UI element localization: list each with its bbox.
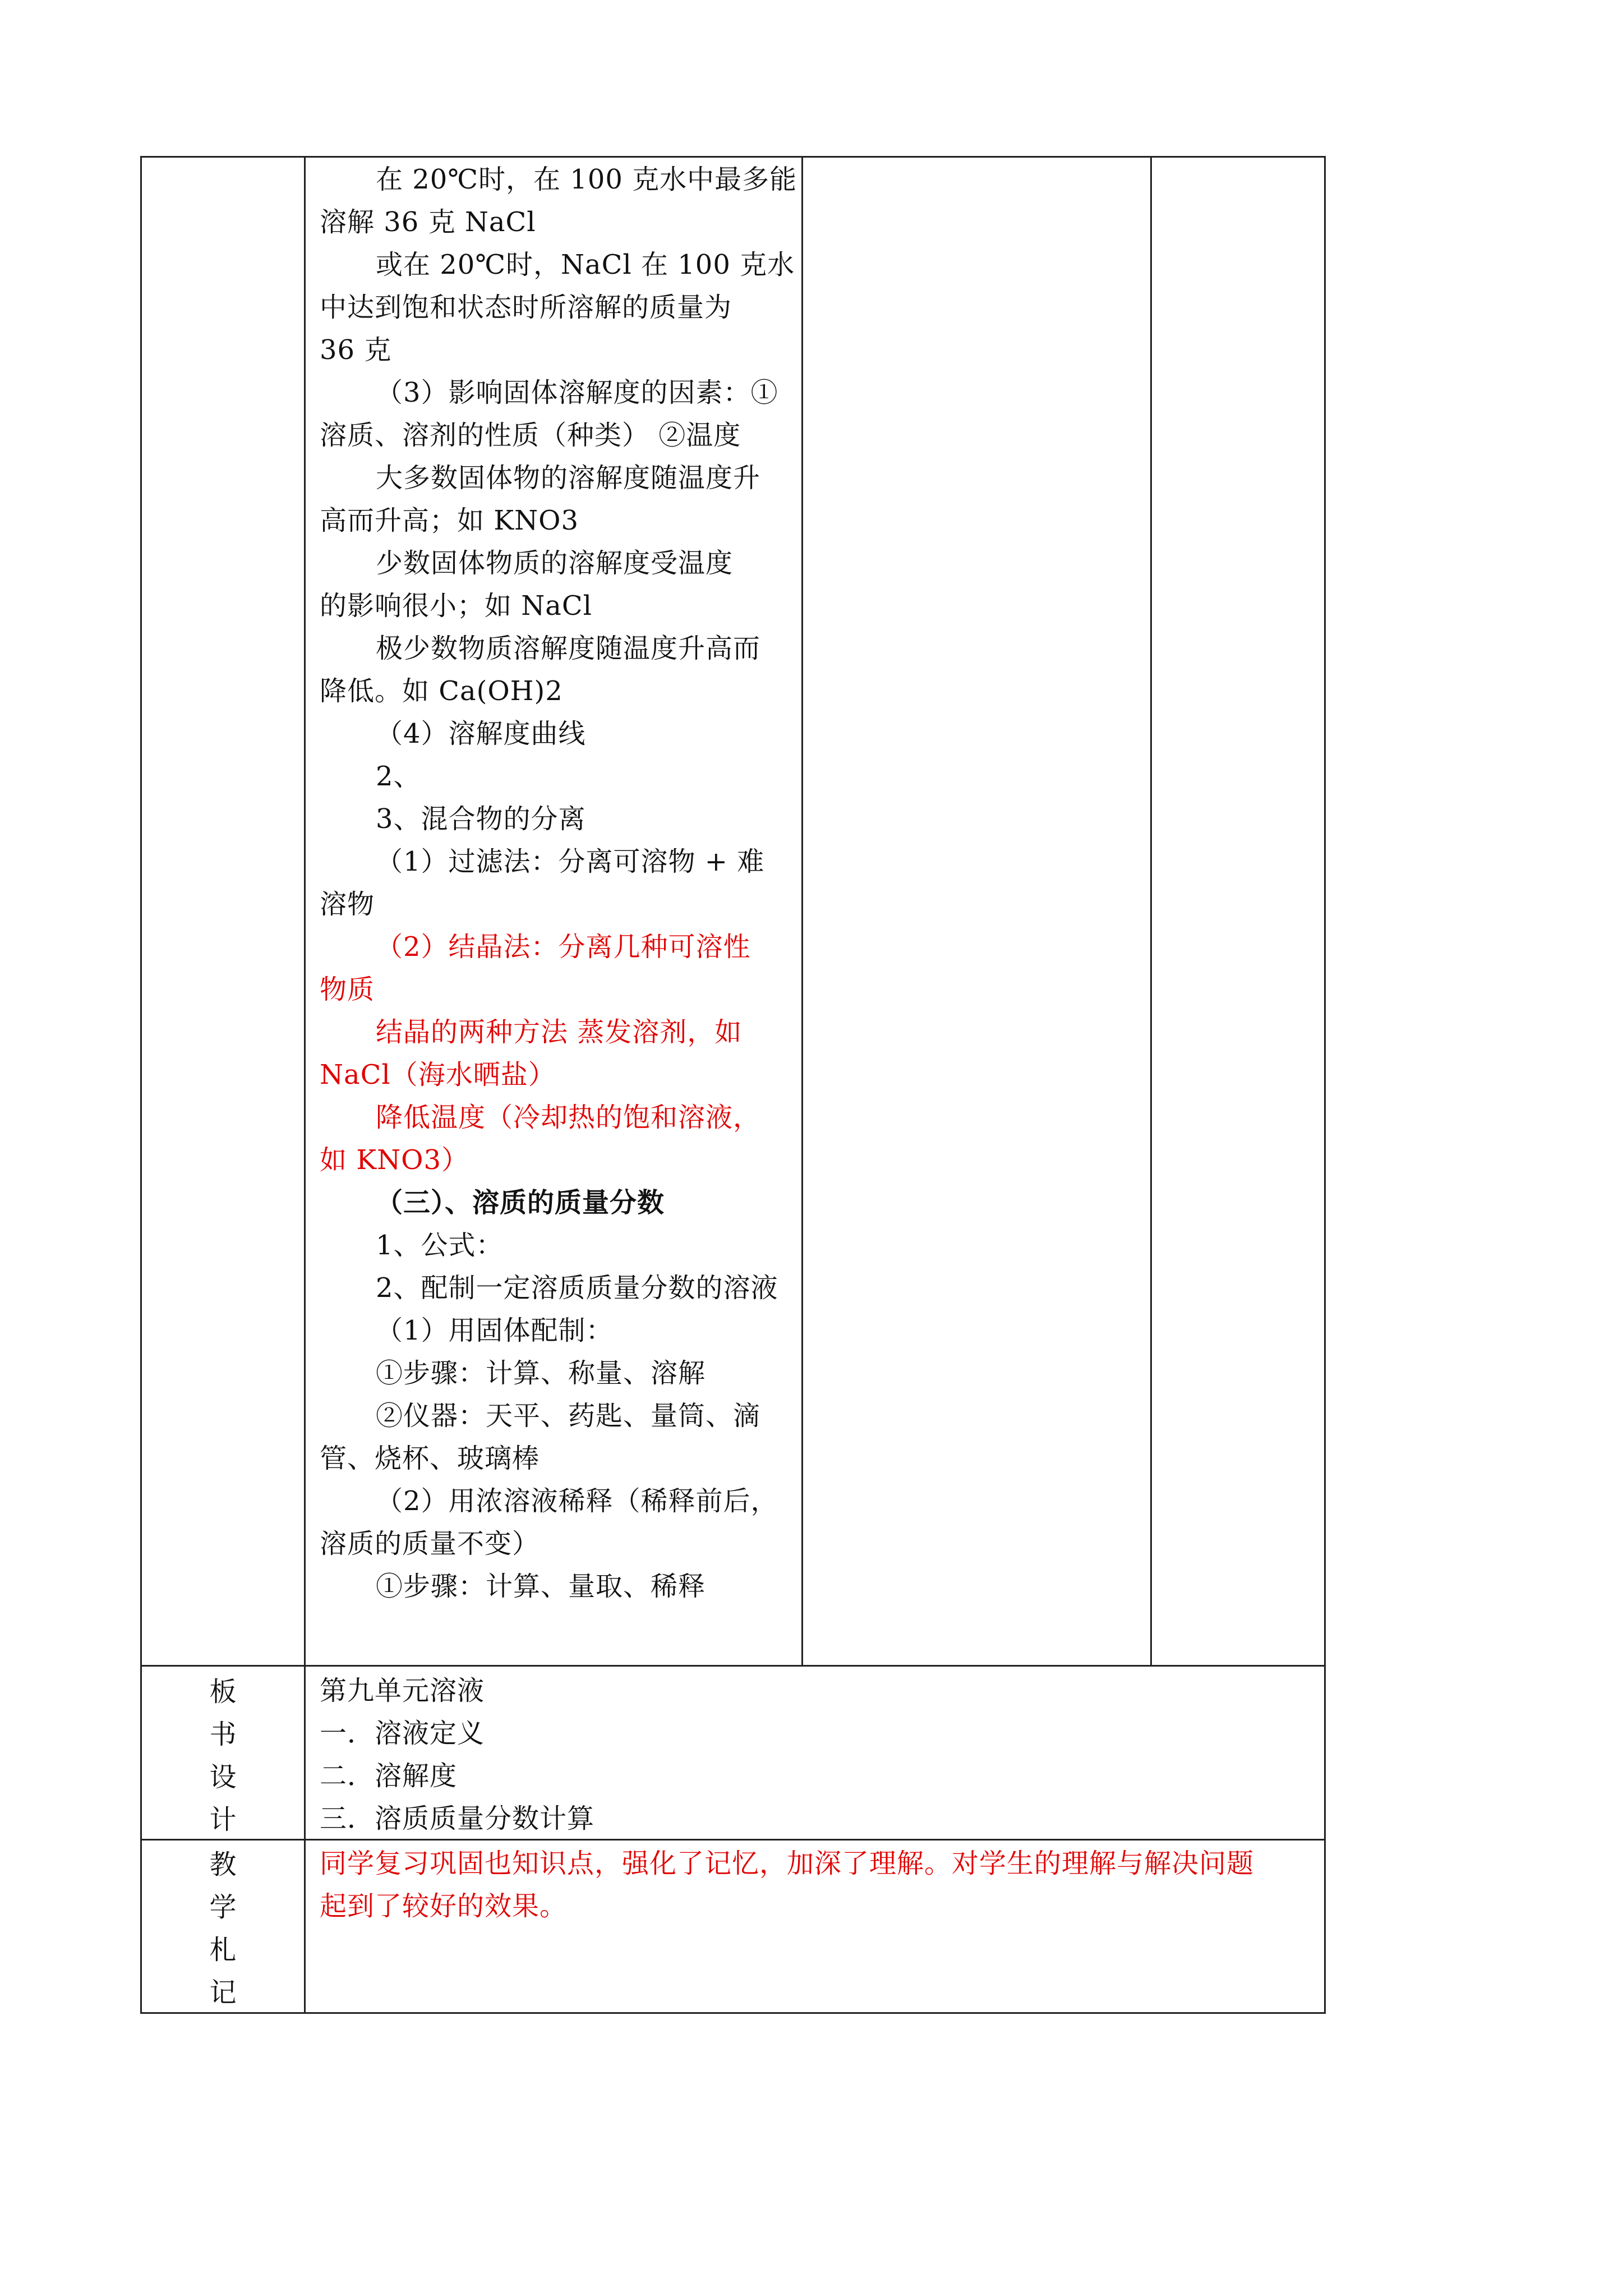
content-line: 结晶的两种方法 蒸发溶剂，如	[376, 1016, 743, 1048]
content-line: 物质	[320, 974, 375, 1005]
content-line: 的影响很小；如 NaCl	[320, 590, 592, 622]
content-line: 在 20℃时，在 100 克水中最多能	[376, 164, 797, 195]
content-line: 2、配制一定溶质质量分数的溶液	[376, 1272, 778, 1304]
content-line: 溶质、溶剂的性质（种类） ②温度	[320, 420, 741, 451]
label-char: 札	[209, 1934, 237, 1966]
content-line: （2）用浓溶液稀释（稀释前后，	[376, 1485, 778, 1517]
table-border-right	[1324, 156, 1326, 2014]
notes-line: 起到了较好的效果。	[320, 1890, 568, 1922]
content-line: （三）、溶质的质量分数	[376, 1187, 665, 1218]
teaching-notes-label	[142, 1843, 305, 2014]
content-line: 36 克	[320, 334, 392, 366]
content-line: 溶解 36 克 NaCl	[320, 206, 536, 238]
content-line: （1）过滤法：分离可溶物 + 难	[376, 846, 765, 877]
content-line: 溶质的质量不变）	[320, 1528, 540, 1559]
content-line: ①步骤：计算、称量、溶解	[376, 1358, 706, 1389]
content-line: 降低。如 Ca(OH)2	[320, 675, 563, 707]
label-char: 书	[209, 1719, 237, 1750]
board-line: 一．溶液定义	[320, 1718, 485, 1749]
content-line: （3）影响固体溶解度的因素：①	[376, 377, 778, 408]
board-design-content	[320, 1669, 594, 1840]
content-line: （2）结晶法：分离几种可溶性	[376, 931, 751, 963]
content-line: ①步骤：计算、量取、稀释	[376, 1571, 706, 1602]
content-line: 中达到饱和状态时所溶解的质量为	[320, 292, 732, 323]
content-line: 溶物	[320, 889, 375, 920]
board-design-label	[142, 1671, 305, 1841]
row-divider-board	[140, 1665, 1326, 1667]
content-line: 极少数物质溶解度随温度升高而	[376, 633, 761, 664]
board-line: 第九单元溶液	[320, 1675, 485, 1706]
main-content-cell	[320, 158, 797, 1608]
content-line: 2、	[376, 761, 421, 792]
content-line: 大多数固体物的溶解度随温度升	[376, 462, 761, 494]
label-char: 记	[209, 1977, 237, 2008]
content-line: 1、公式：	[376, 1230, 504, 1261]
content-line: 高而升高；如 KNO3	[320, 505, 579, 536]
content-line: 如 KNO3）	[320, 1144, 469, 1176]
content-line: 少数固体物质的溶解度受温度	[376, 547, 734, 579]
content-line: ②仪器：天平、药匙、量筒、滴	[376, 1400, 761, 1432]
notes-line: 同学复习巩固也知识点，强化了记忆，加深了理解。对学生的理解与解决问题	[320, 1848, 1255, 1879]
row-divider-notes	[140, 1839, 1326, 1841]
board-line: 二．溶解度	[320, 1760, 458, 1792]
label-char: 板	[209, 1676, 237, 1708]
board-line: 三．溶质质量分数计算	[320, 1803, 595, 1834]
column-divider-content	[801, 156, 803, 1666]
content-line: 或在 20℃时，NaCl 在 100 克水	[376, 249, 795, 280]
label-char: 计	[209, 1804, 237, 1835]
content-line: 3、混合物的分离	[376, 803, 586, 835]
label-char: 教	[209, 1849, 237, 1880]
teaching-notes-content	[320, 1842, 1254, 1927]
content-line: （4）溶解度曲线	[376, 718, 586, 749]
content-line: NaCl（海水晒盐）	[320, 1059, 556, 1091]
label-char: 学	[209, 1892, 237, 1923]
table-border-bottom	[140, 2012, 1326, 2014]
content-line: 降低温度（冷却热的饱和溶液，	[376, 1102, 761, 1133]
table-border-top	[140, 156, 1326, 158]
content-line: 管、烧杯、玻璃棒	[320, 1443, 540, 1474]
label-char: 设	[209, 1761, 237, 1793]
content-line: （1）用固体配制：	[376, 1315, 614, 1346]
column-divider-activity	[1150, 156, 1152, 1666]
